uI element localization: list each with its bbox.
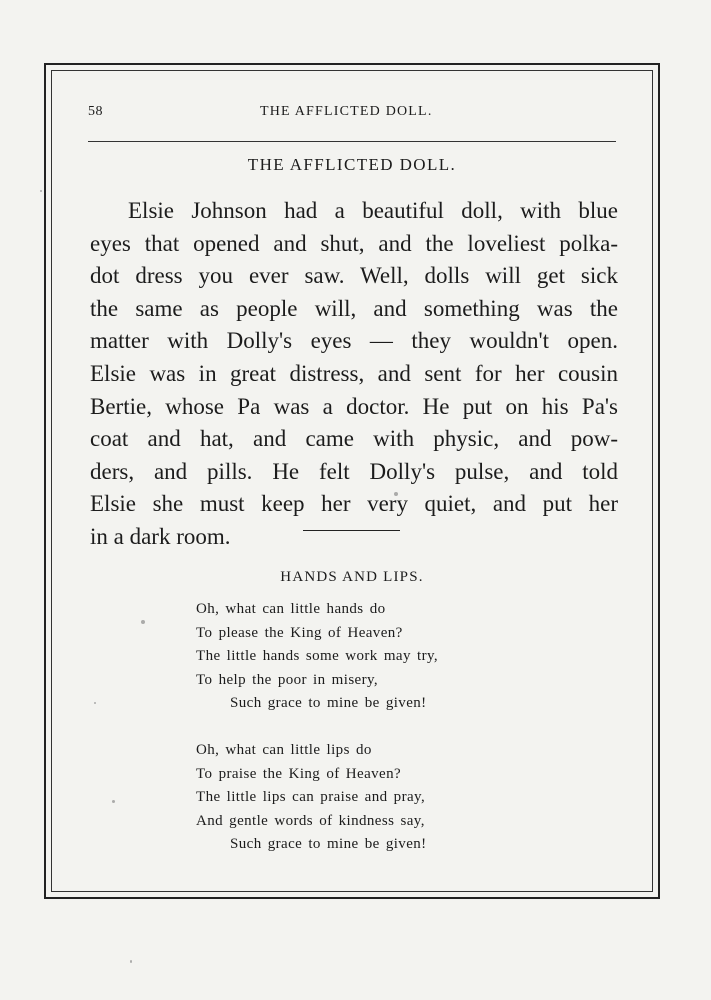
stanza-break <box>196 716 516 739</box>
poem-line: Oh, what can little hands do <box>196 601 386 617</box>
story-paragraph <box>90 195 618 554</box>
paper-speck <box>40 190 42 192</box>
running-title: THE AFFLICTED DOLL. <box>260 104 433 119</box>
story-line: dot dress you ever saw. Well, dolls will get sick <box>90 263 618 289</box>
poem <box>196 598 516 857</box>
paper-speck <box>141 620 145 624</box>
story-line: in a dark room. <box>90 523 231 549</box>
poem-line: And gentle words of kindness say, <box>196 812 425 829</box>
story-line: Elsie she must keep her very quiet, and put her <box>90 491 618 517</box>
poem-line: To help the poor in misery, <box>196 671 379 688</box>
story-line: Bertie, whose Pa was a doctor. He put on his Pa's <box>90 393 618 419</box>
header-rule <box>88 141 616 142</box>
poem-line: Oh, what can little lips do <box>196 741 372 758</box>
story-line: eyes that opened and shut, and the loveliest polka- <box>90 230 618 256</box>
story-line: matter with Dolly's eyes — they wouldn't open. <box>90 328 618 354</box>
story-line: ders, and pills. He felt Dolly's pulse, and told <box>90 458 618 484</box>
story-title: THE AFFLICTED DOLL. <box>247 155 457 174</box>
poem-line: Such grace to mine be given! <box>230 695 427 712</box>
story-line: Elsie Johnson had a beautiful doll, with blue <box>128 198 618 223</box>
poem-line: To please the King of Heaven? <box>196 624 403 641</box>
poem-line: To praise the King of Heaven? <box>196 765 402 782</box>
story-line: coat and hat, and came with physic, and pow- <box>90 426 618 452</box>
paper-speck <box>394 492 398 496</box>
paper-speck <box>94 702 96 704</box>
paper-speck <box>130 960 132 963</box>
poem-line: Such grace to mine be given! <box>230 836 427 853</box>
poem-title: HANDS AND LIPS. <box>280 569 424 585</box>
story-line: Elsie was in great distress, and sent for her cousin <box>90 360 618 386</box>
page-number: 58 <box>88 104 103 119</box>
paper-speck <box>112 800 115 803</box>
poem-line: The little hands some work may try, <box>196 648 439 665</box>
section-divider <box>303 530 400 531</box>
story-line: the same as people will, and something was the <box>90 295 618 321</box>
running-head <box>88 104 616 126</box>
poem-line: The little lips can praise and pray, <box>196 789 426 806</box>
